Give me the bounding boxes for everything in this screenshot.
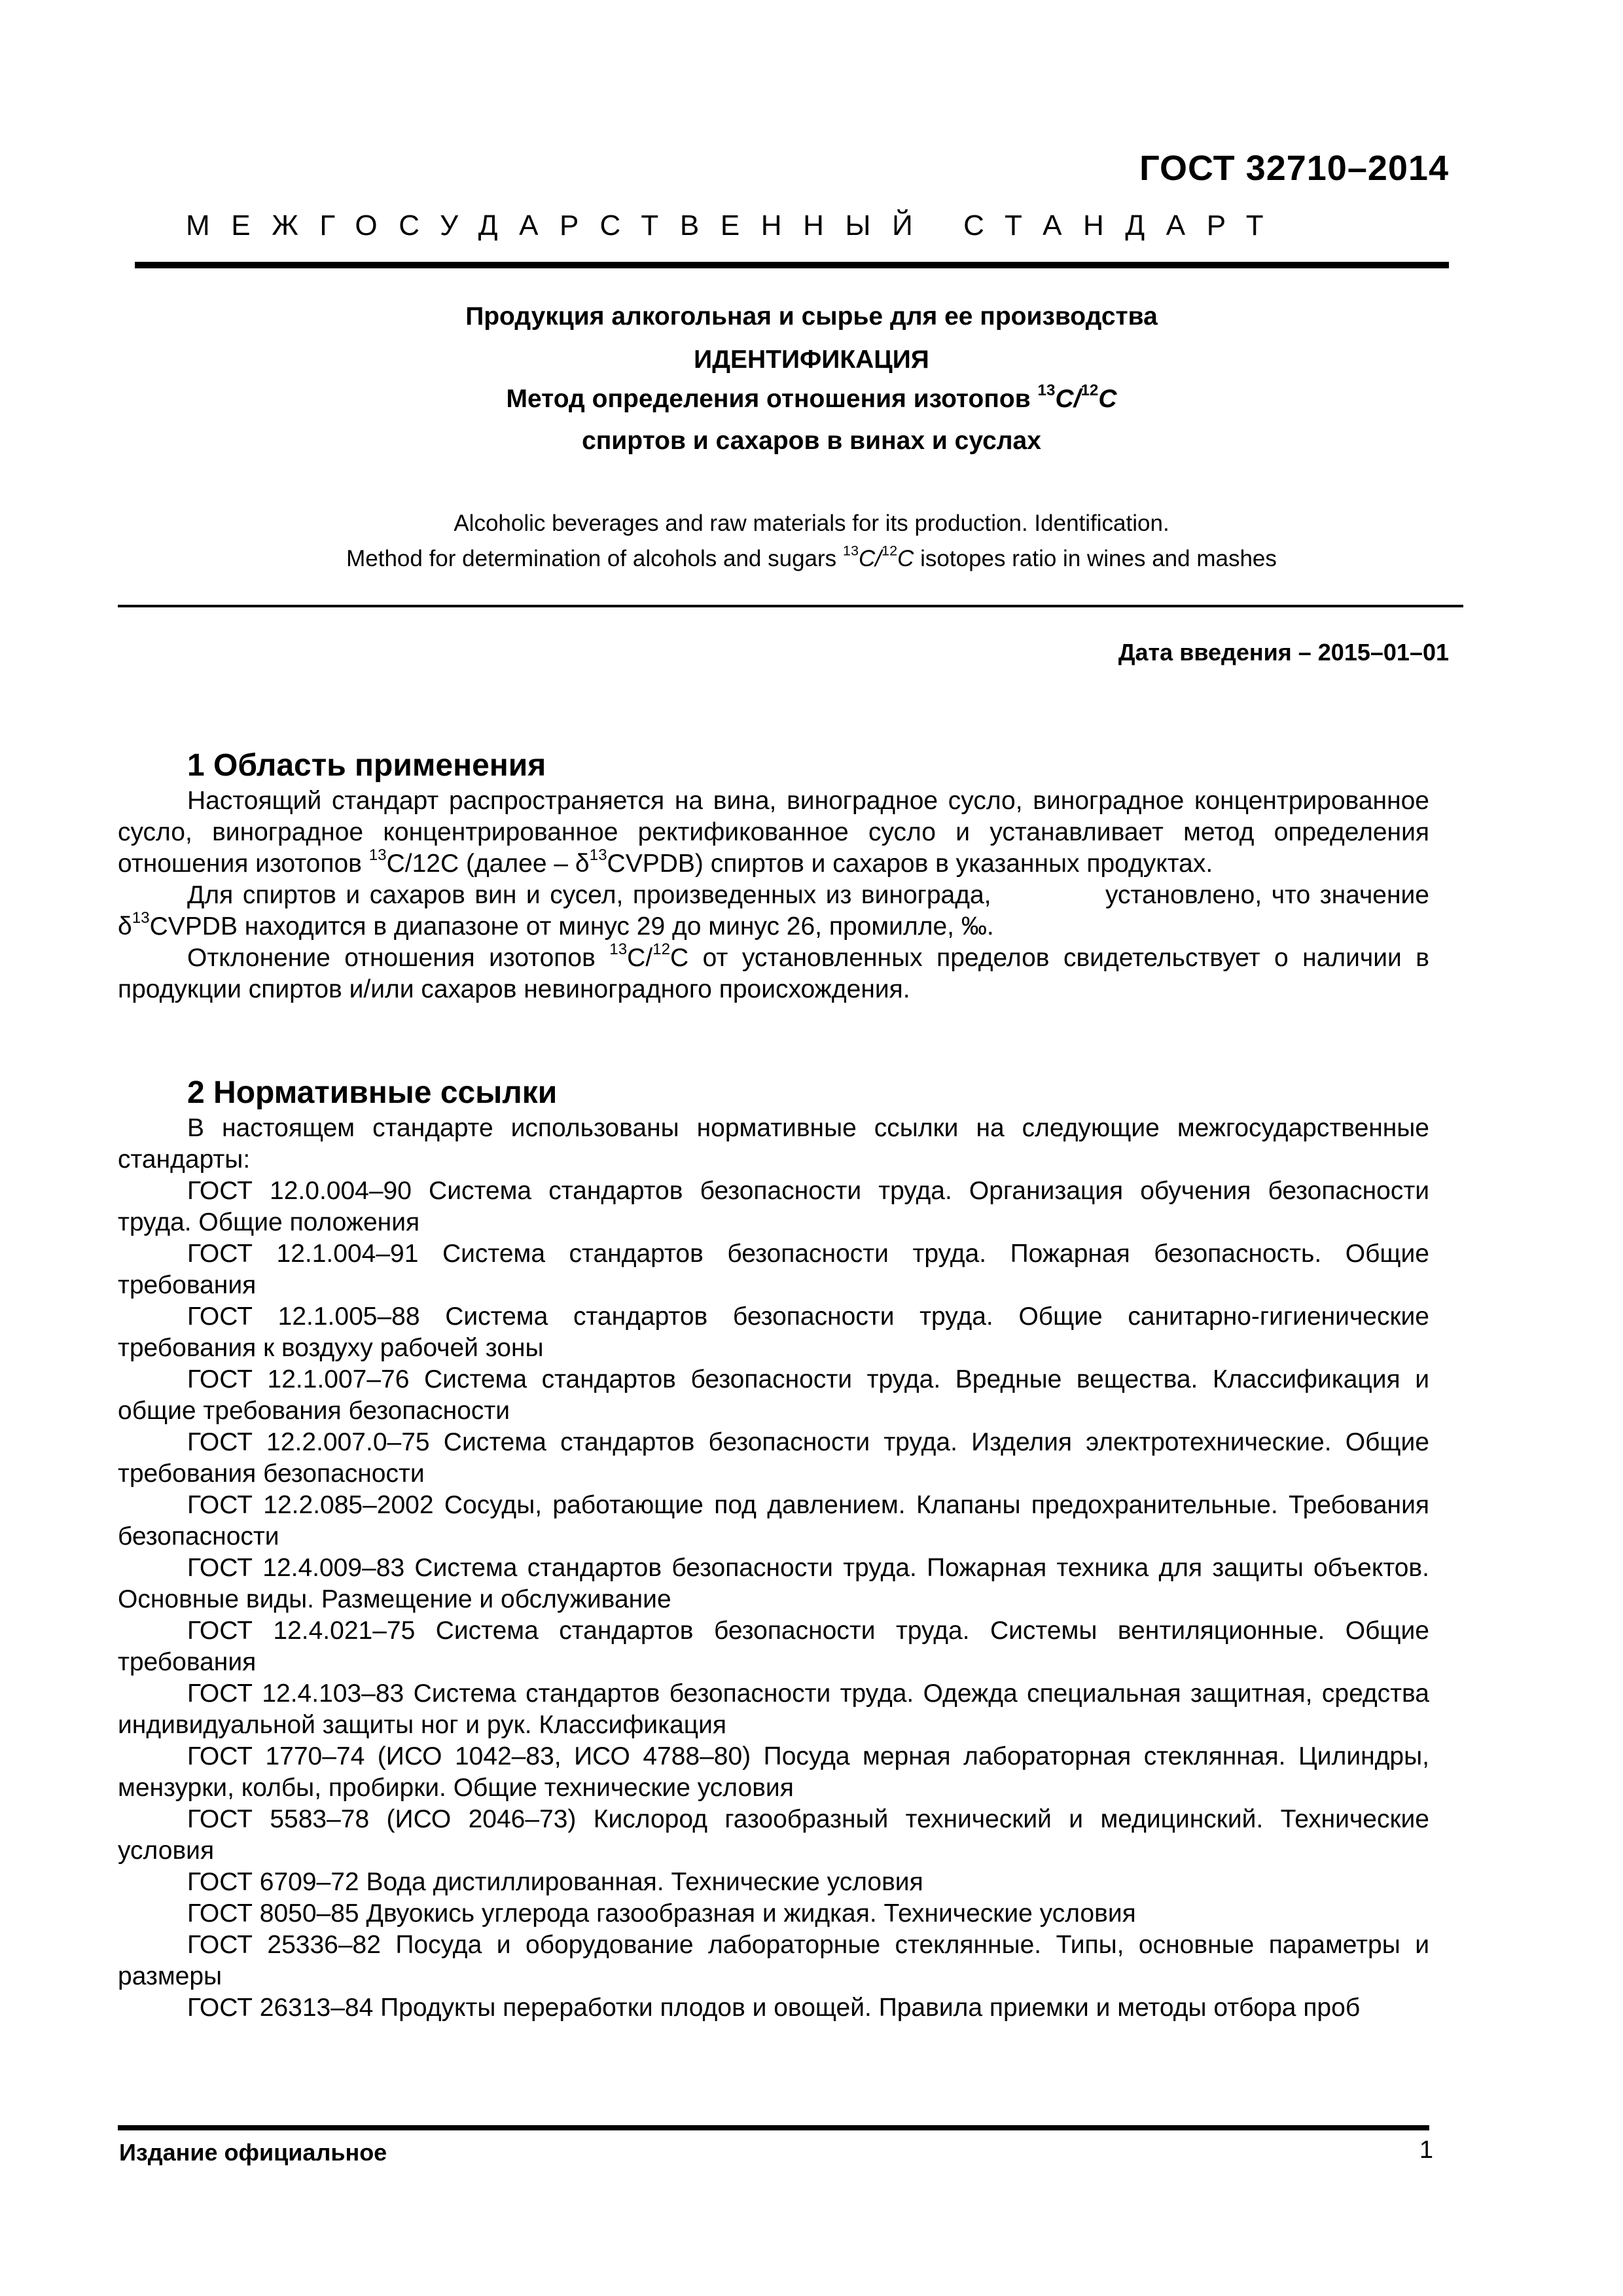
- section-1-heading: 1 Область применения: [187, 748, 546, 783]
- reference-item: ГОСТ 12.2.085–2002 Сосуды, работающие под давлением. Клапаны предохранительные. Требования безопасности: [118, 1491, 1429, 1551]
- reference-item: ГОСТ 8050–85 Двуокись углерода газообразная и жидкая. Технические условия: [187, 1899, 1136, 1928]
- section-2-intro: В настоящем стандарте использованы нормативные ссылки на следующие межгосударственные стандарты:: [118, 1114, 1429, 1174]
- interstate-standard-label: МЕЖГОСУДАРСТВЕННЫЙ СТАНДАРТ: [186, 209, 1285, 242]
- page-number: 1: [1419, 2136, 1433, 2164]
- reference-item: ГОСТ 26313–84 Продукты переработки плодов и овощей. Правила приемки и методы отбора проб: [187, 1994, 1361, 2022]
- title-line-2: ИДЕНТИФИКАЦИЯ: [694, 346, 929, 374]
- section-1-paragraph: Отклонение отношения изотопов $^{13}$C/$^{12}$C от установленных пределов свидетельствует о наличии в продукции спиртов и/или сахаров невиноградного происхождения.: [118, 940, 1429, 1003]
- reference-item: ГОСТ 6709–72 Вода дистиллированная. Технические условия: [187, 1868, 923, 1896]
- gost-code: ГОСТ 32710–2014: [1139, 149, 1449, 188]
- reference-item: ГОСТ 12.4.021–75 Система стандартов безопасности труда. Системы вентиляционные. Общие требования: [118, 1617, 1429, 1676]
- reference-item: ГОСТ 12.1.007–76 Система стандартов безопасности труда. Вредные вещества. Классификация и общие требования безопасности: [118, 1365, 1429, 1425]
- footer-rule: [118, 2125, 1429, 2130]
- reference-item: ГОСТ 5583–78 (ИСО 2046–73) Кислород газообразный технический и медицинский. Технические условия: [118, 1805, 1429, 1865]
- reference-item: ГОСТ 25336–82 Посуда и оборудование лабораторные стеклянные. Типы, основные параметры и размеры: [118, 1931, 1429, 1990]
- section-1-paragraph: Настоящий стандарт распространяется на вина, виноградное сусло, виноградное концентрированное сусло, виноградное концентрированное ректификованное сусло и устанавливает метод определения отношения изотопов $^{13}$C/12C (далее – $\delta^{13}CVPDB$) спиртов и сахаров в указанных продуктах.: [118, 787, 1429, 878]
- official-edition-label: Издание официальное: [119, 2139, 387, 2166]
- reference-item: ГОСТ 1770–74 (ИСО 1042–83, ИСО 4788–80) Посуда мерная лабораторная стеклянная. Цилиндры, мензурки, колбы, пробирки. Общие технические условия: [118, 1742, 1429, 1802]
- reference-item: ГОСТ 12.4.103–83 Система стандартов безопасности труда. Одежда специальная защитная, средства индивидуальной защиты ног и рук. Классификация: [118, 1679, 1429, 1739]
- header-rule: [135, 262, 1449, 268]
- title-line-1: Продукция алкогольная и сырье для ее производства: [465, 302, 1158, 331]
- english-title-line-1: Alcoholic beverages and raw materials for its production. Identification.: [454, 511, 1169, 536]
- title-line-4: спиртов и сахаров в винах и суслах: [582, 427, 1041, 455]
- section-1-paragraph: Для спиртов и сахаров вин и сусел, произведенных из винограда, установлено, что значение $\delta^{13}CVPDB$ находится в диапазоне от минус 29 до минус 26, промилле, ‰.: [118, 881, 1436, 941]
- reference-item: ГОСТ 12.1.005–88 Система стандартов безопасности труда. Общие санитарно-гигиенические требования к воздуху рабочей зоны: [118, 1302, 1429, 1362]
- title-rule: [118, 605, 1463, 607]
- reference-item: ГОСТ 12.2.007.0–75 Система стандартов безопасности труда. Изделия электротехнические. Общие требования безопасности: [118, 1428, 1429, 1488]
- section-1-body: [118, 785, 1436, 1005]
- introduction-date: Дата введения – 2015–01–01: [1118, 639, 1449, 666]
- english-title-line-2: Method for determination of alcohols and sugars $^{13}$C/$^{12}$C isotopes ratio in wines and mashes: [346, 542, 1277, 571]
- section-2-body: [118, 1113, 1429, 2024]
- reference-item: ГОСТ 12.0.004–90 Система стандартов безопасности труда. Организация обучения безопасности труда. Общие положения: [118, 1177, 1429, 1236]
- reference-item: ГОСТ 12.1.004–91 Система стандартов безопасности труда. Пожарная безопасность. Общие требования: [118, 1240, 1429, 1299]
- reference-item: ГОСТ 12.4.009–83 Система стандартов безопасности труда. Пожарная техника для защиты объектов. Основные виды. Размещение и обслуживание: [118, 1554, 1429, 1613]
- title-line-3: Метод определения отношения изотопов $^{13}$C/$^{12}$C: [506, 381, 1117, 413]
- section-2-heading: 2 Нормативные ссылки: [187, 1075, 558, 1110]
